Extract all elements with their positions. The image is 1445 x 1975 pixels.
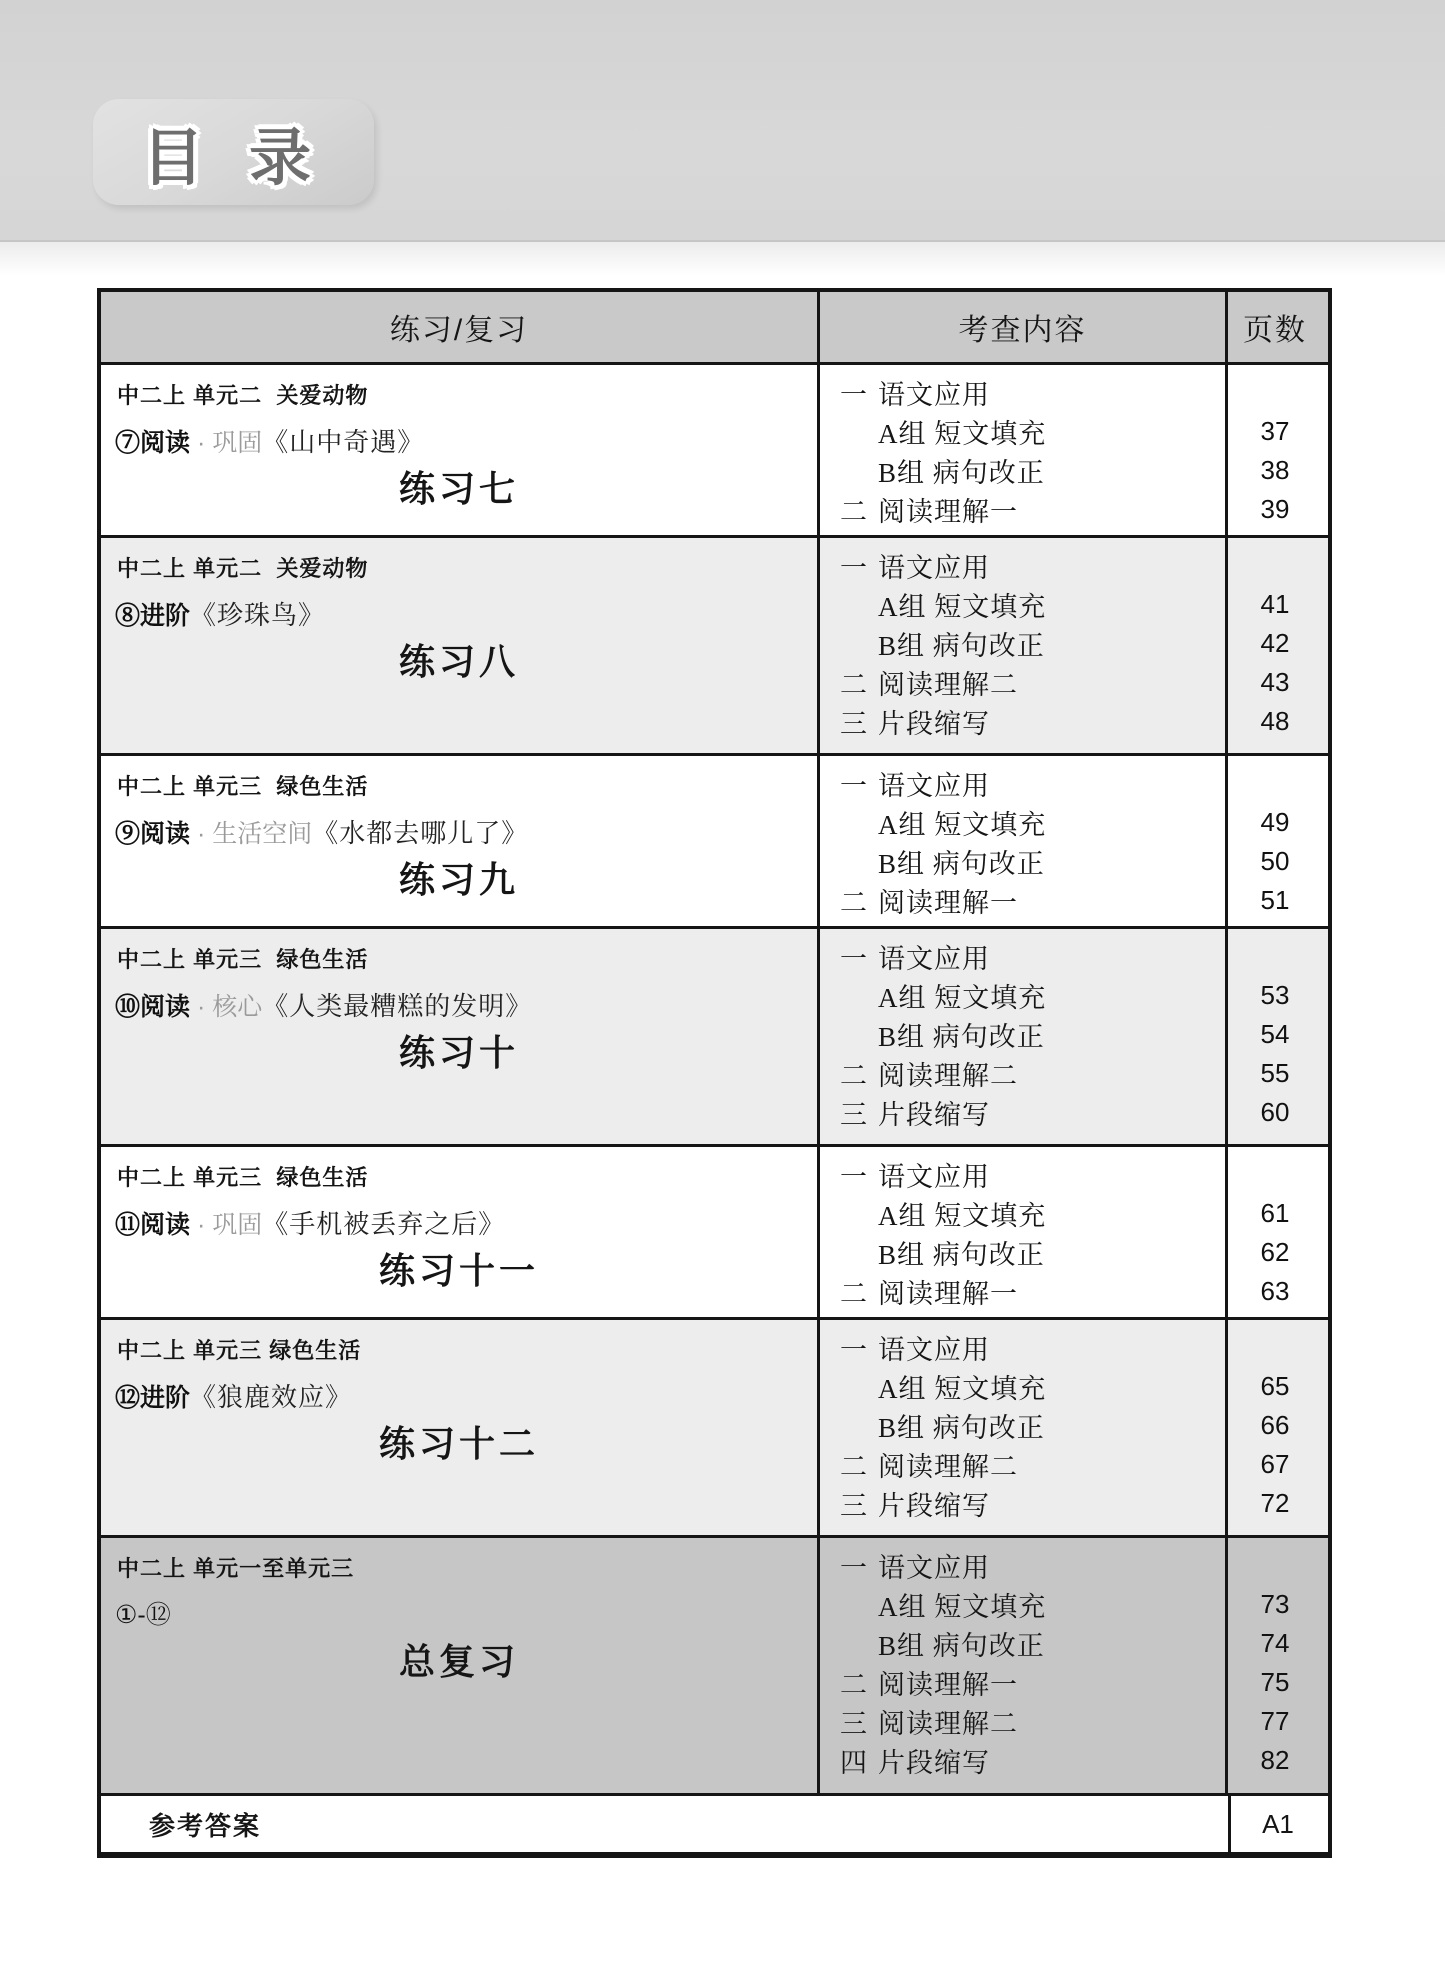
page-number: 77 — [1260, 1706, 1290, 1736]
exercise-info-line — [101, 801, 817, 850]
exercise-title: 练习十二 — [378, 1423, 539, 1464]
unit-label: 中二上 单元一至单元三 — [117, 1556, 355, 1581]
content-line-number: 一 — [840, 944, 867, 974]
page-number: 67 — [1260, 1449, 1290, 1479]
exercise-category: 巩固 — [212, 1211, 263, 1239]
content-line-text: 阅读理解一 — [878, 1670, 1018, 1700]
content-line-text: B组 病句改正 — [878, 458, 1045, 488]
content-line — [820, 546, 1225, 585]
content-line-number: 二 — [840, 670, 867, 700]
page-number: 50 — [1260, 846, 1290, 876]
page-number — [1228, 373, 1322, 412]
exercise-info-line — [101, 1365, 817, 1414]
exercise-cell — [101, 756, 820, 926]
content-line-text: 阅读理解二 — [878, 1452, 1018, 1482]
page-number: 82 — [1260, 1745, 1290, 1775]
content-line-number: 二 — [840, 888, 867, 918]
header-content-column: 考查内容 — [820, 292, 1228, 362]
content-line-text: B组 病句改正 — [878, 1240, 1045, 1270]
page-cell — [1228, 929, 1322, 1144]
table-row — [101, 1144, 1328, 1317]
content-line — [820, 1194, 1225, 1233]
unit-label: 中二上 单元二 关爱动物 — [117, 383, 369, 408]
page-number: 72 — [1260, 1488, 1290, 1518]
content-line-text: 片段缩写 — [878, 1748, 990, 1778]
exercise-cell — [101, 365, 820, 535]
page-number: 66 — [1260, 1410, 1290, 1440]
content-line-text: 阅读理解二 — [878, 1709, 1018, 1739]
exercise-category: 巩固 — [212, 429, 263, 457]
content-line — [820, 1155, 1225, 1194]
content-line-number: 二 — [840, 1670, 867, 1700]
content-line-number: 二 — [840, 1452, 867, 1482]
reading-title: 《人类最糟糕的发明》 — [262, 992, 533, 1021]
content-line-number: 三 — [840, 1491, 867, 1521]
exercise-number-badge: ⑫进阶 — [115, 1384, 191, 1412]
content-line-number: 三 — [840, 1709, 867, 1739]
table-header-row — [101, 292, 1328, 362]
content-line-number: 一 — [840, 380, 867, 410]
page-cell — [1228, 756, 1322, 926]
exercise-title: 练习九 — [398, 859, 519, 900]
content-cell — [820, 1320, 1228, 1535]
exercise-title: 练习十一 — [378, 1250, 539, 1291]
content-cell — [820, 365, 1228, 535]
reading-title: 《山中奇遇》 — [262, 428, 425, 457]
exercise-title: 练习八 — [398, 641, 519, 682]
unit-label: 中二上 单元三 绿色生活 — [117, 1338, 362, 1363]
content-line — [820, 764, 1225, 803]
content-line — [820, 1233, 1225, 1272]
separator-dot: · — [190, 993, 213, 1021]
band-fade — [0, 242, 1445, 276]
page-number: 49 — [1260, 807, 1290, 837]
table-row — [101, 1535, 1328, 1793]
page-number: 74 — [1260, 1628, 1290, 1658]
content-line-number: 一 — [840, 553, 867, 583]
table-row — [101, 753, 1328, 926]
toc-table — [97, 288, 1332, 1858]
unit-label: 中二上 单元三 绿色生活 — [117, 947, 369, 972]
page-number: 61 — [1260, 1198, 1290, 1228]
exercise-cell — [101, 538, 820, 753]
content-line-text: 语文应用 — [878, 380, 990, 410]
content-line — [820, 1585, 1225, 1624]
exercise-cell — [101, 1320, 820, 1535]
content-line — [820, 490, 1225, 529]
content-line-text: A组 短文填充 — [878, 810, 1047, 840]
exercise-number-badge: ⑧进阶 — [115, 602, 191, 630]
page-number: 41 — [1260, 589, 1290, 619]
reading-title: 《珍珠鸟》 — [190, 601, 326, 630]
exercise-info-line — [101, 410, 817, 459]
content-line-text: 语文应用 — [878, 1553, 990, 1583]
page-number: 37 — [1260, 416, 1290, 446]
content-line — [820, 373, 1225, 412]
page-number: 42 — [1260, 628, 1290, 658]
content-line — [820, 1663, 1225, 1702]
content-line-text: B组 病句改正 — [878, 849, 1045, 879]
content-cell — [820, 1538, 1228, 1793]
page-number — [1228, 764, 1322, 803]
separator-dot: · — [190, 429, 213, 457]
content-line — [820, 1702, 1225, 1741]
exercise-cell — [101, 929, 820, 1144]
exercise-cell — [101, 1538, 820, 1793]
content-line-text: 阅读理解一 — [878, 888, 1018, 918]
page-number: 75 — [1260, 1667, 1290, 1697]
content-line-number: 四 — [840, 1748, 867, 1778]
content-line-text: 片段缩写 — [878, 1100, 990, 1130]
content-line — [820, 1406, 1225, 1445]
page-number: 39 — [1260, 494, 1290, 524]
content-line-text: A组 短文填充 — [878, 983, 1047, 1013]
content-line — [820, 881, 1225, 920]
content-line — [820, 1445, 1225, 1484]
content-line — [820, 937, 1225, 976]
unit-label: 中二上 单元三 绿色生活 — [117, 774, 369, 799]
content-line-number: 二 — [840, 497, 867, 527]
page-top-band — [0, 0, 1445, 242]
content-line-text: A组 短文填充 — [878, 1374, 1047, 1404]
content-line-text: 阅读理解一 — [878, 497, 1018, 527]
content-line — [820, 976, 1225, 1015]
content-line — [820, 412, 1225, 451]
content-line-number: 一 — [840, 1553, 867, 1583]
separator-dot: · — [190, 1211, 213, 1239]
exercise-info-line — [101, 1192, 817, 1241]
content-line-text: 阅读理解二 — [878, 1061, 1018, 1091]
content-line-text: 片段缩写 — [878, 709, 990, 739]
content-line-number: 一 — [840, 771, 867, 801]
content-line-number: 二 — [840, 1279, 867, 1309]
content-line-number: 一 — [840, 1162, 867, 1192]
content-line-text: B组 病句改正 — [878, 1413, 1045, 1443]
content-line — [820, 1741, 1225, 1780]
page-number: 54 — [1260, 1019, 1290, 1049]
content-line-text: B组 病句改正 — [878, 1631, 1045, 1661]
page-number: 38 — [1260, 455, 1290, 485]
page-number: 62 — [1260, 1237, 1290, 1267]
reading-title: 《狼鹿效应》 — [190, 1383, 353, 1412]
page-cell — [1228, 1538, 1322, 1793]
page-number — [1228, 546, 1322, 585]
page-number — [1228, 1546, 1322, 1585]
exercise-info-line — [101, 974, 817, 1023]
table-row — [101, 926, 1328, 1144]
content-line — [820, 624, 1225, 663]
content-line — [820, 585, 1225, 624]
content-line-number: 二 — [840, 1061, 867, 1091]
content-line — [820, 1015, 1225, 1054]
page-number — [1228, 1328, 1322, 1367]
page-number: 51 — [1260, 885, 1290, 915]
content-line — [820, 1367, 1225, 1406]
table-body — [101, 362, 1328, 1793]
content-cell — [820, 929, 1228, 1144]
content-line-text: 语文应用 — [878, 1162, 990, 1192]
content-line-number: 三 — [840, 709, 867, 739]
exercise-number-badge: ⑩阅读 — [115, 993, 191, 1021]
page-cell — [1228, 538, 1322, 753]
header-exercise-column: 练习/复习 — [101, 292, 820, 362]
content-line — [820, 1093, 1225, 1132]
content-line-text: 语文应用 — [878, 1335, 990, 1365]
header-pages-column: 页数 — [1243, 314, 1307, 347]
page-number — [1228, 1155, 1322, 1194]
content-line — [820, 1624, 1225, 1663]
content-line-text: 语文应用 — [878, 553, 990, 583]
content-line — [820, 663, 1225, 702]
exercise-number-badge: ⑪阅读 — [115, 1211, 191, 1239]
page-number — [1228, 937, 1322, 976]
content-line — [820, 1484, 1225, 1523]
reading-title: 《手机被丢弃之后》 — [262, 1210, 506, 1239]
page-title: 目 录 — [141, 123, 326, 193]
content-line-text: A组 短文填充 — [878, 419, 1047, 449]
exercise-title: 练习七 — [398, 468, 519, 509]
page-cell — [1228, 365, 1322, 535]
page-number: 60 — [1260, 1097, 1290, 1127]
content-line — [820, 1328, 1225, 1367]
content-line — [820, 1546, 1225, 1585]
content-line-text: 阅读理解二 — [878, 670, 1018, 700]
exercise-category: 生活空间 — [212, 820, 313, 848]
separator-dot: · — [190, 820, 213, 848]
table-row — [101, 535, 1328, 753]
page-cell — [1228, 1147, 1322, 1317]
exercise-number-badge: ⑦阅读 — [115, 429, 191, 457]
content-line-number: 一 — [840, 1335, 867, 1365]
answers-label: 参考答案 — [101, 1796, 1231, 1852]
reading-title: 《水都去哪儿了》 — [312, 819, 529, 848]
unit-label: 中二上 单元二 关爱动物 — [117, 556, 369, 581]
content-cell — [820, 538, 1228, 753]
page-number: 73 — [1260, 1589, 1290, 1619]
content-line — [820, 451, 1225, 490]
content-line — [820, 1272, 1225, 1311]
content-line-text: 语文应用 — [878, 771, 990, 801]
page-number: 55 — [1260, 1058, 1290, 1088]
content-line-text: B组 病句改正 — [878, 1022, 1045, 1052]
content-line-text: 阅读理解一 — [878, 1279, 1018, 1309]
content-line — [820, 702, 1225, 741]
exercise-title: 练习十 — [398, 1032, 519, 1073]
page-number: 43 — [1260, 667, 1290, 697]
page-number: 48 — [1260, 706, 1290, 736]
unit-label: 中二上 单元三 绿色生活 — [117, 1165, 369, 1190]
page-number: 65 — [1260, 1371, 1290, 1401]
exercise-number-badge: ①-⑫ — [115, 1601, 171, 1629]
content-line — [820, 842, 1225, 881]
content-line-text: 片段缩写 — [878, 1491, 990, 1521]
page-number: 53 — [1260, 980, 1290, 1010]
content-line-text: B组 病句改正 — [878, 631, 1045, 661]
page-cell — [1228, 1320, 1322, 1535]
page-number: 63 — [1260, 1276, 1290, 1306]
answers-row — [101, 1793, 1328, 1852]
exercise-info-line — [101, 1583, 817, 1631]
content-line-text: A组 短文填充 — [878, 1201, 1047, 1231]
exercise-cell — [101, 1147, 820, 1317]
exercise-category: 核心 — [212, 993, 263, 1021]
content-cell — [820, 756, 1228, 926]
content-line — [820, 803, 1225, 842]
content-line-text: 语文应用 — [878, 944, 990, 974]
content-line — [820, 1054, 1225, 1093]
exercise-title: 总复习 — [398, 1641, 519, 1682]
content-line-text: A组 短文填充 — [878, 592, 1047, 622]
toc-title-plate — [93, 99, 374, 205]
exercise-number-badge: ⑨阅读 — [115, 820, 191, 848]
exercise-info-line — [101, 583, 817, 632]
table-row — [101, 1317, 1328, 1535]
answers-page-number: A1 — [1262, 1808, 1294, 1839]
content-cell — [820, 1147, 1228, 1317]
table-row — [101, 362, 1328, 535]
content-line-number: 三 — [840, 1100, 867, 1130]
content-line-text: A组 短文填充 — [878, 1592, 1047, 1622]
